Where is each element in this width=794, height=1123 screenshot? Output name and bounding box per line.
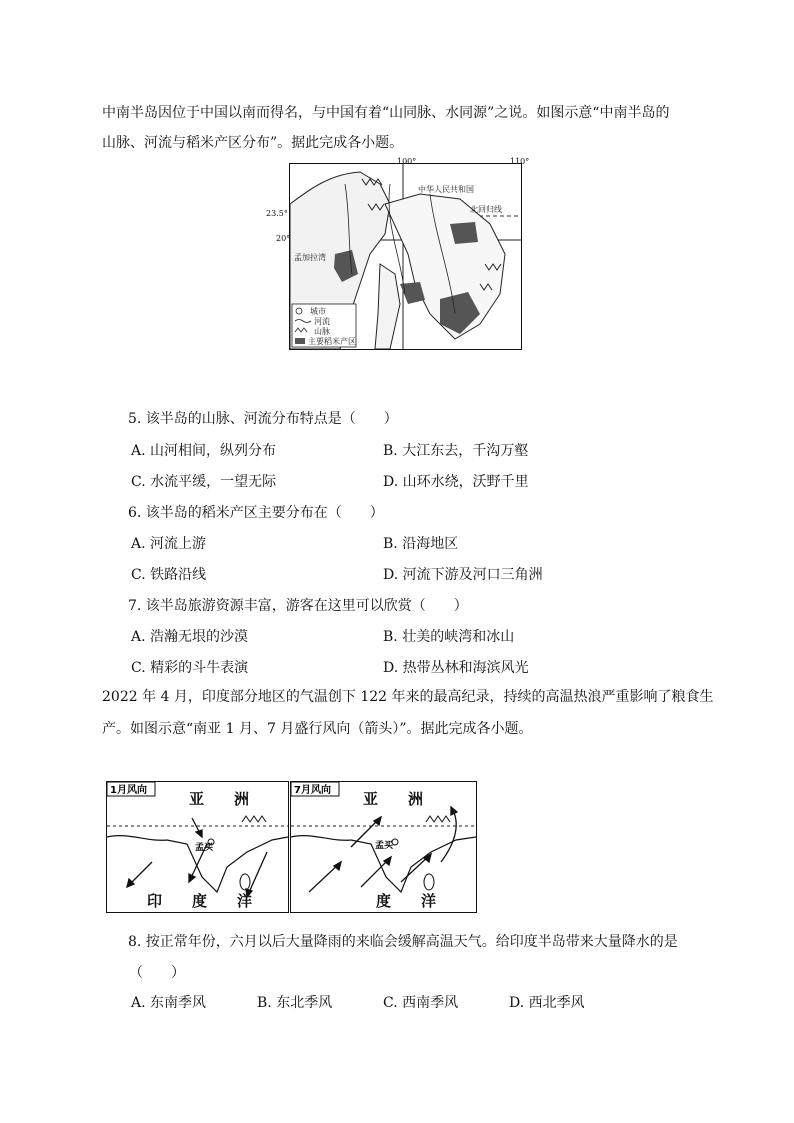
q6-option-d[interactable]: D. 河流下游及河口三角洲 (383, 567, 543, 583)
intro2-line-2: 产。如图示意“南亚 1 月、7 月盛行风向（箭头）”。据此完成各小题。 (102, 721, 533, 737)
indochina-map (289, 163, 522, 350)
tropic-label: 北回归线 (470, 205, 502, 214)
q5-option-d[interactable]: D. 山环水绕，沃野千里 (383, 474, 529, 490)
china-label: 中华人民共和国 (418, 185, 474, 194)
question-7-stem: 7. 该半岛旅游资源丰富，游客在这里可以欣赏（ ） (128, 598, 468, 614)
q8-option-d[interactable]: D. 西北季风 (509, 995, 585, 1011)
jul-tag: 7月风向 (294, 785, 331, 796)
legend-city-label: 城市 (310, 307, 326, 316)
question-5-stem: 5. 该半岛的山脉、河流分布特点是（ ） (128, 411, 398, 427)
q8-option-a[interactable]: A. 东南季风 (131, 995, 207, 1011)
legend-river-label: 河流 (314, 317, 330, 326)
q5-option-c[interactable]: C. 水流平缓，一望无际 (131, 474, 277, 490)
q5-option-a[interactable]: A. 山河相间，纵列分布 (131, 443, 277, 459)
q6-option-a[interactable]: A. 河流上游 (131, 536, 207, 552)
lat-20-label: 20° (276, 234, 291, 243)
legend-mountain-label: 山脉 (314, 327, 330, 336)
q7-option-d[interactable]: D. 热带丛林和海滨风光 (383, 660, 529, 676)
legend-rice-label: 主要稻米产区 (308, 337, 356, 346)
jan-tag: 1月风向 (110, 785, 147, 796)
jul-city-label: 孟买 (375, 841, 394, 851)
q8-option-b[interactable]: B. 东北季风 (257, 995, 333, 1011)
monsoon-map-january (106, 781, 289, 913)
q7-option-a[interactable]: A. 浩瀚无垠的沙漠 (131, 629, 249, 645)
indochina-map-svg (290, 164, 521, 349)
q6-option-c[interactable]: C. 铁路沿线 (131, 567, 207, 583)
bay-label: 孟加拉湾 (294, 253, 326, 262)
q5-option-b[interactable]: B. 大江东去，千沟万壑 (383, 443, 529, 459)
intro-line-2: 山脉、河流与稻米产区分布”。据此完成各小题。 (102, 135, 404, 151)
question-8-stem: 8. 按正常年份，六月以后大量降雨的来临会缓解高温天气。给印度半岛带来大量降水的是 (128, 934, 678, 950)
lat-235-label: 23.5° (266, 209, 288, 218)
question-8-paren: （ ） (129, 965, 185, 981)
jan-ocean-label: 印 度 洋 (147, 892, 253, 910)
q8-option-c[interactable]: C. 西南季风 (383, 995, 459, 1011)
q6-option-b[interactable]: B. 沿海地区 (383, 536, 459, 552)
monsoon-map-january-svg (107, 782, 288, 912)
jan-asia-label: 亚 洲 (189, 790, 250, 808)
intro-line-1: 中南半岛因位于中国以南而得名，与中国有着“山同脉、水同源”之说。如图示意“中南半岛的 (102, 105, 670, 121)
lon-100-label: 100° (397, 157, 417, 166)
intro2-line-1: 2022 年 4 月，印度部分地区的气温创下 122 年来的最高纪录，持续的高温热浪严重影响了粮食生 (102, 689, 714, 705)
monsoon-map-july-svg (291, 782, 476, 912)
lon-110-label: 110° (510, 157, 530, 166)
jul-asia-label: 亚 洲 (363, 790, 424, 808)
jul-ocean-label: 度 洋 (376, 892, 437, 910)
jan-city-label: 孟买 (195, 843, 214, 853)
q7-option-c[interactable]: C. 精彩的斗牛表演 (131, 660, 249, 676)
q7-option-b[interactable]: B. 壮美的峡湾和冰山 (383, 629, 515, 645)
question-6-stem: 6. 该半岛的稻米产区主要分布在（ ） (128, 505, 384, 521)
monsoon-map-july (290, 781, 477, 913)
